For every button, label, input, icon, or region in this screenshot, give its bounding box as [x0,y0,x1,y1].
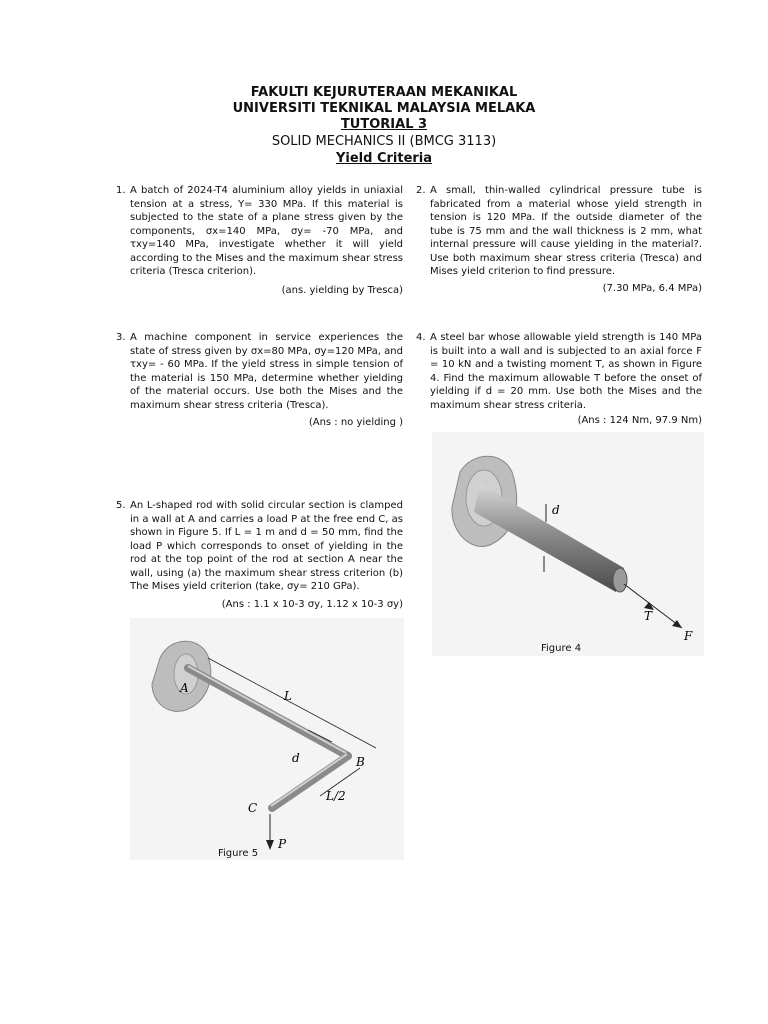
dim-line-L [208,658,376,748]
figure-4 [432,432,704,656]
question-1 [116,184,403,279]
question-number: 3. [116,332,126,343]
label-d: d [552,503,560,517]
bar-end [613,568,627,592]
tutorial-title: TUTORIAL 3 [340,117,428,132]
label-d: d [292,751,300,765]
topic-title: Yield Criteria [335,151,433,166]
figure-5-drawing [130,618,404,860]
question-4 [416,331,702,412]
question-3 [116,331,403,412]
question-number: 2. [416,185,426,196]
label-L2: L/2 [326,789,346,803]
label-L: L [284,689,292,703]
question-text: An L-shaped rod with solid circular section is clamped in a wall at A and carries a load P at the free end C, as shown in Figure 5. If L = 1 m and d = 50 mm, find the load P which corresponds to onset of yielding in the rod at the top point of the rod at section A near the wall, using (a) the maximum shear stress criterion (b) The Mises yield criterion (take, σy= 210 GPa). [130,500,403,592]
rod-segment-ab [188,668,348,756]
figure-5-caption: Figure 5 [218,848,259,859]
answer-3: (Ans : no yielding ) [308,417,403,428]
question-5 [116,499,403,594]
label-A: A [180,681,189,695]
answer-4: (Ans : 124 Nm, 97.9 Nm) [577,415,702,426]
question-number: 1. [116,185,126,196]
label-F: F [684,629,693,643]
answer-1: (ans. yielding by Tresca) [281,285,403,296]
label-P: P [278,837,287,851]
rod-highlight-ab [188,666,348,754]
label-C: C [248,801,258,815]
question-number: 4. [416,332,426,343]
question-2 [416,184,702,279]
figure-4-drawing [432,432,704,656]
label-B: B [356,755,365,769]
label-T: T [644,609,653,623]
figure-5 [130,618,404,860]
course-title: SOLID MECHANICS II (BMCG 3113) [271,134,497,149]
faculty-title: FAKULTI KEJURUTERAAN MEKANIKAL [250,85,518,100]
question-text: A small, thin-walled cylindrical pressure tube is fabricated from a material whose yield strength in tension is 120 MPa. If the outside diameter of the tube is 75 mm and the wall thickness is 2 mm, what internal pressure will cause yielding in the material?. Use both maximum shear stress criteria (Tresca) and Mises yield criterion to find pressure. [430,185,702,277]
question-text: A machine component in service experiences the state of stress given by σx=80 MPa, σy=120 MPa, and τxy= - 60 MPa. If the yield stress in simple tension of the material is 150 MPa, determine whether yielding of the material occurs. Use both the Mises and the maximum shear stress criteria (Tresca). [130,332,403,411]
question-text: A batch of 2024-T4 aluminium alloy yields in uniaxial tension at a stress, Y= 330 MPa. If this material is subjected to the state of a plane stress given by the components, σx=140 MPa, σy= -70 MPa, and τxy=140 MPa, investigate whether it will yield according to the Mises and the maximum shear stress criteria (Tresca criterion). [130,185,403,277]
force-line [624,584,682,628]
figure-4-caption: Figure 4 [541,643,582,654]
question-text: A steel bar whose allowable yield strength is 140 MPa is built into a wall and is subjected to an axial force F = 10 kN and a twisting moment T, as shown in Figure 4. Find the maximum allowable T before the onset of yielding if d = 20 mm. Use both the Mises and the maximum shear stress criteria. [430,332,702,411]
university-title: UNIVERSITI TEKNIKAL MALAYSIA MELAKA [232,101,536,116]
load-arrowhead [266,840,274,850]
question-number: 5. [116,500,126,511]
answer-2: (7.30 MPa, 6.4 MPa) [602,283,702,294]
answer-5: (Ans : 1.1 x 10-3 σy, 1.12 x 10-3 σy) [221,599,403,610]
